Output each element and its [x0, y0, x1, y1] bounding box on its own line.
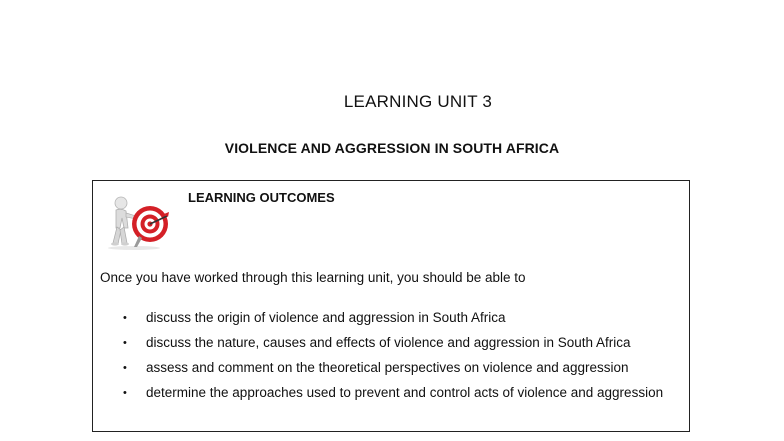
- bullet-icon: •: [123, 337, 127, 349]
- bullet-icon: •: [123, 387, 127, 399]
- outcome-text: assess and comment on the theoretical perspectives on violence and aggression: [146, 360, 629, 375]
- outcome-text: discuss the nature, causes and effects of violence and aggression in South Africa: [146, 335, 631, 350]
- outcome-text: determine the approaches used to prevent and control acts of violence and aggression: [146, 385, 664, 400]
- unit-subtitle: VIOLENCE AND AGGRESSION IN SOUTH AFRICA: [224, 140, 560, 156]
- bullet-icon: •: [123, 362, 127, 374]
- bullet-icon: •: [123, 312, 127, 324]
- unit-title: LEARNING UNIT 3: [343, 92, 493, 111]
- learning-outcomes-box: [92, 180, 690, 432]
- learning-outcomes-heading: LEARNING OUTCOMES: [188, 190, 335, 205]
- figure-with-target-icon: [106, 194, 170, 250]
- outcome-text: discuss the origin of violence and aggression in South Africa: [146, 310, 506, 325]
- outcomes-intro-text: Once you have worked through this learning unit, you should be able to: [100, 270, 526, 285]
